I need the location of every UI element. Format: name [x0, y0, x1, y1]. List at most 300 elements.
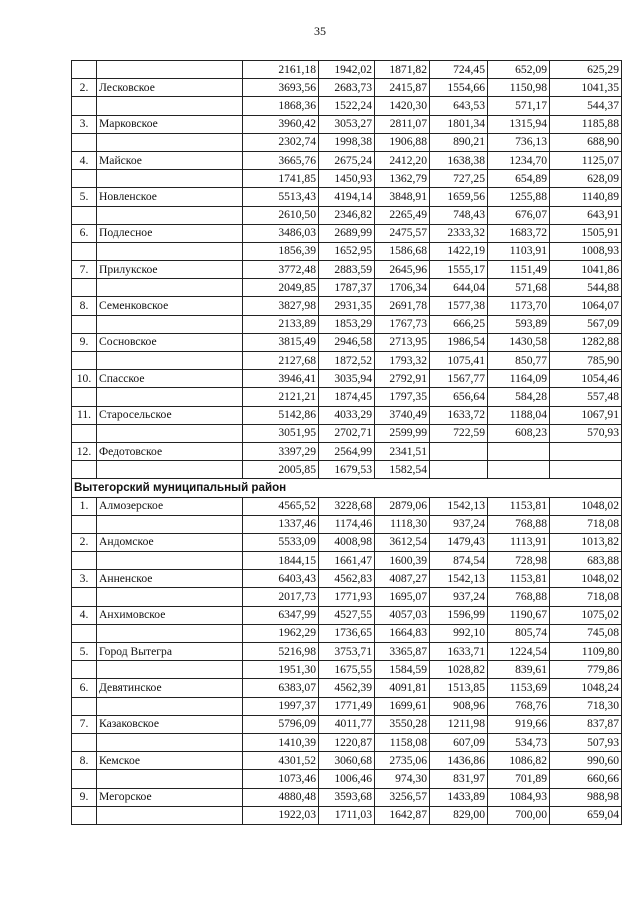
value-cell: 718,08: [550, 588, 622, 606]
value-cell: 1153,81: [488, 497, 550, 515]
value-cell: 1771,93: [319, 588, 375, 606]
value-cell: 829,00: [430, 806, 488, 824]
table-row: [72, 79, 622, 97]
value-cell: 724,45: [430, 61, 488, 79]
value-cell: 1190,67: [488, 606, 550, 624]
table-row: [72, 533, 622, 551]
value-cell: 2883,59: [319, 261, 375, 279]
value-cell: 3848,91: [375, 188, 430, 206]
value-cell: 1153,69: [488, 679, 550, 697]
settlement-name: [97, 279, 243, 297]
row-number: [72, 661, 97, 679]
value-cell: 2713,95: [375, 333, 430, 351]
value-cell: 908,96: [430, 697, 488, 715]
row-number: 7.: [72, 715, 97, 733]
settlement-name: Прилукское: [97, 261, 243, 279]
value-cell: 6383,07: [243, 679, 319, 697]
value-cell: 4011,77: [319, 715, 375, 733]
value-cell: 6347,99: [243, 606, 319, 624]
value-cell: 2412,20: [375, 151, 430, 169]
table-row: [72, 352, 622, 370]
row-number: [72, 133, 97, 151]
value-cell: 700,00: [488, 806, 550, 824]
row-number: [72, 552, 97, 570]
row-number: 5.: [72, 643, 97, 661]
row-number: 2.: [72, 79, 97, 97]
value-cell: 570,93: [550, 424, 622, 442]
value-cell: 3740,49: [375, 406, 430, 424]
page-number: 35: [314, 24, 326, 38]
value-cell: 1436,86: [430, 752, 488, 770]
row-number: 9.: [72, 788, 97, 806]
value-cell: 4527,55: [319, 606, 375, 624]
value-cell: 1282,88: [550, 333, 622, 351]
value-cell: 1224,54: [488, 643, 550, 661]
value-cell: 1844,15: [243, 552, 319, 570]
value-cell: 628,09: [550, 170, 622, 188]
value-cell: 3550,28: [375, 715, 430, 733]
value-cell: 1853,29: [319, 315, 375, 333]
value-cell: 643,53: [430, 97, 488, 115]
value-cell: 718,30: [550, 697, 622, 715]
value-cell: 1505,91: [550, 224, 622, 242]
value-cell: 1513,85: [430, 679, 488, 697]
value-cell: 1109,80: [550, 643, 622, 661]
value-cell: 937,24: [430, 515, 488, 533]
table-row: [72, 588, 622, 606]
value-cell: 5142,86: [243, 406, 319, 424]
value-cell: 768,88: [488, 515, 550, 533]
value-cell: 1675,55: [319, 661, 375, 679]
value-cell: 3035,94: [319, 370, 375, 388]
table-row: [72, 606, 622, 624]
value-cell: 3228,68: [319, 497, 375, 515]
settlement-name: Семенковское: [97, 297, 243, 315]
value-cell: 1951,30: [243, 661, 319, 679]
value-cell: 1450,93: [319, 170, 375, 188]
row-number: [72, 388, 97, 406]
value-cell: 571,68: [488, 279, 550, 297]
value-cell: 6403,43: [243, 570, 319, 588]
value-cell: 1997,37: [243, 697, 319, 715]
settlement-name: [97, 624, 243, 642]
row-number: [72, 515, 97, 533]
table-row: [72, 115, 622, 133]
value-cell: 652,09: [488, 61, 550, 79]
value-cell: 607,09: [430, 733, 488, 751]
table-row: [72, 151, 622, 169]
value-cell: 1986,54: [430, 333, 488, 351]
table-row: [72, 715, 622, 733]
value-cell: 890,21: [430, 133, 488, 151]
value-cell: 1118,30: [375, 515, 430, 533]
table-row: [72, 279, 622, 297]
value-cell: 5216,98: [243, 643, 319, 661]
settlement-name: Спасское: [97, 370, 243, 388]
row-number: 9.: [72, 333, 97, 351]
value-cell: 3397,29: [243, 442, 319, 460]
value-cell: 3753,71: [319, 643, 375, 661]
tariff-table: [71, 60, 622, 825]
value-cell: 4565,52: [243, 497, 319, 515]
table-row: [72, 333, 622, 351]
table-row: [72, 242, 622, 260]
value-cell: 1600,39: [375, 552, 430, 570]
value-cell: 1075,02: [550, 606, 622, 624]
table-row: [72, 261, 622, 279]
settlement-name: Сосновское: [97, 333, 243, 351]
row-number: 3.: [72, 570, 97, 588]
value-cell: 1801,34: [430, 115, 488, 133]
row-number: [72, 624, 97, 642]
value-cell: 1797,35: [375, 388, 430, 406]
value-cell: 1073,46: [243, 770, 319, 788]
value-cell: 1008,93: [550, 242, 622, 260]
value-cell: 1041,86: [550, 261, 622, 279]
table-body: [72, 61, 622, 825]
value-cell: 1767,73: [375, 315, 430, 333]
row-number: 8.: [72, 297, 97, 315]
value-cell: 5513,43: [243, 188, 319, 206]
row-number: [72, 770, 97, 788]
settlement-name: [97, 388, 243, 406]
value-cell: 544,88: [550, 279, 622, 297]
value-cell: 3365,87: [375, 643, 430, 661]
value-cell: 1113,91: [488, 533, 550, 551]
table-row: [72, 679, 622, 697]
value-cell: [488, 442, 550, 460]
row-number: 2.: [72, 533, 97, 551]
table-row: [72, 697, 622, 715]
value-cell: 2689,99: [319, 224, 375, 242]
value-cell: 2645,96: [375, 261, 430, 279]
value-cell: 4562,83: [319, 570, 375, 588]
value-cell: 544,37: [550, 97, 622, 115]
value-cell: 701,89: [488, 770, 550, 788]
value-cell: 2811,07: [375, 115, 430, 133]
table-row: [72, 170, 622, 188]
settlement-name: [97, 552, 243, 570]
value-cell: 1315,94: [488, 115, 550, 133]
value-cell: 4008,98: [319, 533, 375, 551]
value-cell: 1577,38: [430, 297, 488, 315]
value-cell: 1998,38: [319, 133, 375, 151]
value-cell: 1006,46: [319, 770, 375, 788]
row-number: [72, 206, 97, 224]
value-cell: [488, 461, 550, 479]
value-cell: 3693,56: [243, 79, 319, 97]
value-cell: 2017,73: [243, 588, 319, 606]
value-cell: 2599,99: [375, 424, 430, 442]
row-number: [72, 588, 97, 606]
settlement-name: [97, 97, 243, 115]
value-cell: 584,28: [488, 388, 550, 406]
value-cell: 1125,07: [550, 151, 622, 169]
row-number: 11.: [72, 406, 97, 424]
settlement-name: [97, 661, 243, 679]
value-cell: 4087,27: [375, 570, 430, 588]
settlement-name: [97, 170, 243, 188]
table-row: [72, 315, 622, 333]
value-cell: 1652,95: [319, 242, 375, 260]
settlement-name: [97, 242, 243, 260]
value-cell: 837,87: [550, 715, 622, 733]
value-cell: 5533,09: [243, 533, 319, 551]
row-number: [72, 424, 97, 442]
row-number: 7.: [72, 261, 97, 279]
value-cell: 874,54: [430, 552, 488, 570]
table-row: [72, 624, 622, 642]
table-row: [72, 188, 622, 206]
value-cell: 557,48: [550, 388, 622, 406]
value-cell: 2161,18: [243, 61, 319, 79]
row-number: [72, 461, 97, 479]
settlement-name: [97, 424, 243, 442]
section-header-row: [72, 479, 622, 497]
settlement-name: Федотовское: [97, 442, 243, 460]
settlement-name: Город Вытегра: [97, 643, 243, 661]
settlement-name: Мегорское: [97, 788, 243, 806]
value-cell: 1706,34: [375, 279, 430, 297]
value-cell: 1683,72: [488, 224, 550, 242]
value-cell: 4880,48: [243, 788, 319, 806]
value-cell: 4033,29: [319, 406, 375, 424]
settlement-name: [97, 515, 243, 533]
settlement-name: Казаковское: [97, 715, 243, 733]
settlement-name: Алмозерское: [97, 497, 243, 515]
row-number: [72, 242, 97, 260]
value-cell: 1028,82: [430, 661, 488, 679]
value-cell: 1642,87: [375, 806, 430, 824]
value-cell: 688,90: [550, 133, 622, 151]
value-cell: [550, 442, 622, 460]
value-cell: 1699,61: [375, 697, 430, 715]
value-cell: 4057,03: [375, 606, 430, 624]
row-number: [72, 279, 97, 297]
value-cell: 1695,07: [375, 588, 430, 606]
table-row: [72, 661, 622, 679]
value-cell: 831,97: [430, 770, 488, 788]
value-cell: 1362,79: [375, 170, 430, 188]
row-number: [72, 170, 97, 188]
table-row: [72, 552, 622, 570]
row-number: [72, 97, 97, 115]
value-cell: 1874,45: [319, 388, 375, 406]
value-cell: 3256,57: [375, 788, 430, 806]
row-number: 5.: [72, 188, 97, 206]
value-cell: 1013,82: [550, 533, 622, 551]
value-cell: 1234,70: [488, 151, 550, 169]
value-cell: 2735,06: [375, 752, 430, 770]
settlement-name: Марковское: [97, 115, 243, 133]
value-cell: 1048,02: [550, 570, 622, 588]
table-row: [72, 388, 622, 406]
value-cell: 2415,87: [375, 79, 430, 97]
table-row: [72, 570, 622, 588]
table-row: [72, 406, 622, 424]
table-row: [72, 643, 622, 661]
value-cell: 3827,98: [243, 297, 319, 315]
value-cell: 1856,39: [243, 242, 319, 260]
settlement-name: [97, 61, 243, 79]
value-cell: 3051,95: [243, 424, 319, 442]
row-number: 6.: [72, 679, 97, 697]
value-cell: 2005,85: [243, 461, 319, 479]
value-cell: 2121,21: [243, 388, 319, 406]
value-cell: 1741,85: [243, 170, 319, 188]
settlement-name: [97, 315, 243, 333]
value-cell: 2475,57: [375, 224, 430, 242]
settlement-name: [97, 352, 243, 370]
settlement-name: [97, 206, 243, 224]
value-cell: [430, 461, 488, 479]
settlement-name: Андомское: [97, 533, 243, 551]
value-cell: 1337,46: [243, 515, 319, 533]
value-cell: 974,30: [375, 770, 430, 788]
value-cell: 718,08: [550, 515, 622, 533]
value-cell: 4091,81: [375, 679, 430, 697]
row-number: [72, 61, 97, 79]
value-cell: 2931,35: [319, 297, 375, 315]
value-cell: 3053,27: [319, 115, 375, 133]
row-number: [72, 733, 97, 751]
settlement-name: Девятинское: [97, 679, 243, 697]
value-cell: 1086,82: [488, 752, 550, 770]
value-cell: 2049,85: [243, 279, 319, 297]
table-row: [72, 461, 622, 479]
value-cell: 2675,24: [319, 151, 375, 169]
value-cell: 5796,09: [243, 715, 319, 733]
value-cell: 2610,50: [243, 206, 319, 224]
value-cell: 1041,35: [550, 79, 622, 97]
settlement-name: [97, 461, 243, 479]
row-number: 12.: [72, 442, 97, 460]
table-row: [72, 61, 622, 79]
table-row: [72, 442, 622, 460]
value-cell: 1664,83: [375, 624, 430, 642]
value-cell: 2127,68: [243, 352, 319, 370]
value-cell: 728,98: [488, 552, 550, 570]
value-cell: 1659,56: [430, 188, 488, 206]
value-cell: 1872,52: [319, 352, 375, 370]
value-cell: 1064,07: [550, 297, 622, 315]
value-cell: 2265,49: [375, 206, 430, 224]
value-cell: 1151,49: [488, 261, 550, 279]
table-row: [72, 206, 622, 224]
settlement-name: [97, 697, 243, 715]
value-cell: 571,17: [488, 97, 550, 115]
value-cell: 2346,82: [319, 206, 375, 224]
value-cell: 507,93: [550, 733, 622, 751]
settlement-name: Анненское: [97, 570, 243, 588]
value-cell: [550, 461, 622, 479]
value-cell: 1410,39: [243, 733, 319, 751]
value-cell: 1211,98: [430, 715, 488, 733]
value-cell: 659,04: [550, 806, 622, 824]
value-cell: 779,86: [550, 661, 622, 679]
value-cell: 1679,53: [319, 461, 375, 479]
value-cell: 1638,38: [430, 151, 488, 169]
value-cell: 2792,91: [375, 370, 430, 388]
value-cell: 1188,04: [488, 406, 550, 424]
value-cell: 1054,46: [550, 370, 622, 388]
value-cell: 1220,87: [319, 733, 375, 751]
value-cell: 643,91: [550, 206, 622, 224]
row-number: [72, 697, 97, 715]
settlement-name: [97, 806, 243, 824]
value-cell: 937,24: [430, 588, 488, 606]
value-cell: 990,60: [550, 752, 622, 770]
section-title: Вытегорский муниципальный район: [72, 479, 622, 497]
value-cell: 1596,99: [430, 606, 488, 624]
value-cell: 4562,39: [319, 679, 375, 697]
row-number: 3.: [72, 115, 97, 133]
value-cell: 567,09: [550, 315, 622, 333]
settlement-name: Старосельское: [97, 406, 243, 424]
value-cell: 4301,52: [243, 752, 319, 770]
value-cell: 1255,88: [488, 188, 550, 206]
value-cell: 4194,14: [319, 188, 375, 206]
value-cell: 676,07: [488, 206, 550, 224]
value-cell: 850,77: [488, 352, 550, 370]
value-cell: 666,25: [430, 315, 488, 333]
value-cell: 1422,19: [430, 242, 488, 260]
value-cell: 1479,43: [430, 533, 488, 551]
row-number: 10.: [72, 370, 97, 388]
value-cell: 2683,73: [319, 79, 375, 97]
value-cell: 1871,82: [375, 61, 430, 79]
table-row: [72, 97, 622, 115]
value-cell: 1922,03: [243, 806, 319, 824]
value-cell: 768,88: [488, 588, 550, 606]
value-cell: 1787,37: [319, 279, 375, 297]
row-number: 6.: [72, 224, 97, 242]
value-cell: 1150,98: [488, 79, 550, 97]
value-cell: 1522,24: [319, 97, 375, 115]
value-cell: 805,74: [488, 624, 550, 642]
value-cell: 2341,51: [375, 442, 430, 460]
value-cell: 1067,91: [550, 406, 622, 424]
value-cell: 2333,32: [430, 224, 488, 242]
value-cell: 1420,30: [375, 97, 430, 115]
value-cell: 1084,93: [488, 788, 550, 806]
settlement-name: [97, 733, 243, 751]
value-cell: 1584,59: [375, 661, 430, 679]
value-cell: 3665,76: [243, 151, 319, 169]
value-cell: 3060,68: [319, 752, 375, 770]
value-cell: 593,89: [488, 315, 550, 333]
settlement-name: Лесковское: [97, 79, 243, 97]
table-row: [72, 788, 622, 806]
value-cell: 656,64: [430, 388, 488, 406]
row-number: 4.: [72, 606, 97, 624]
value-cell: 1433,89: [430, 788, 488, 806]
row-number: 8.: [72, 752, 97, 770]
value-cell: 1868,36: [243, 97, 319, 115]
value-cell: 2302,74: [243, 133, 319, 151]
value-cell: 1173,70: [488, 297, 550, 315]
value-cell: 1555,17: [430, 261, 488, 279]
table-row: [72, 515, 622, 533]
value-cell: 660,66: [550, 770, 622, 788]
value-cell: 1586,68: [375, 242, 430, 260]
row-number: 4.: [72, 151, 97, 169]
value-cell: 1075,41: [430, 352, 488, 370]
value-cell: 2946,58: [319, 333, 375, 351]
table-row: [72, 733, 622, 751]
settlement-name: Кемское: [97, 752, 243, 770]
settlement-name: Анхимовское: [97, 606, 243, 624]
